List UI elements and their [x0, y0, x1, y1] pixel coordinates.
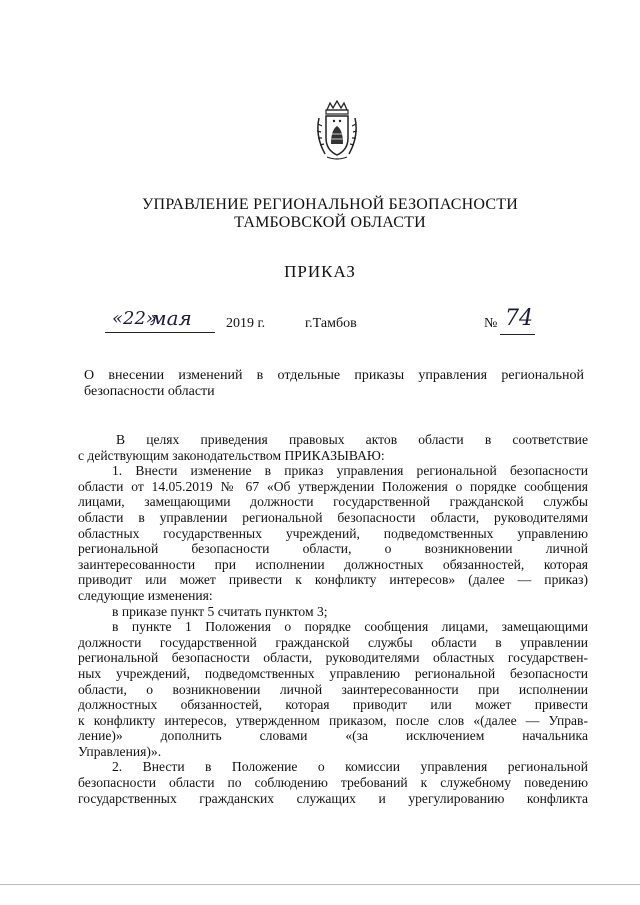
- date-month: мая: [150, 306, 192, 330]
- body-line: региональной безопасности области, руководителями областных государствен-: [78, 650, 588, 666]
- date-day: «22»: [112, 308, 157, 329]
- body-line: ление)» дополнить словами «(за исключением начальника: [78, 728, 588, 744]
- coat-of-arms-emblem: [313, 100, 361, 162]
- body-line: области от 14.05.2019 № 67 «Об утверждении Положения о порядке сообщения: [78, 478, 588, 494]
- document-subject: О внесении изменений в отдельные приказы управления региональной безопасности области: [84, 368, 584, 399]
- page-bottom-edge: [0, 884, 640, 885]
- organization-name-line2: ТАМБОВСКОЙ ОБЛАСТИ: [234, 214, 426, 231]
- number-underline: [500, 334, 535, 335]
- date-year: 2019 г.: [226, 316, 266, 331]
- body-line: приводит или может привести к конфликту интересов» (далее — приказ): [78, 572, 588, 588]
- body-line: 2. Внести в Положение о комиссии управления региональной: [112, 759, 588, 775]
- body-line: области, о возникновении личной заинтересованности при исполнении: [78, 681, 588, 697]
- document-title: ПРИКАЗ: [284, 262, 356, 281]
- body-line: к конфликту интересов, утвержденном приказом, после слов «(далее — Управ-: [78, 712, 588, 728]
- body-line: Управления)».: [78, 743, 162, 759]
- document-number: 74: [505, 306, 533, 331]
- body-line: области в управлении региональной безопасности области, руководителями: [78, 509, 588, 525]
- number-label: №: [484, 316, 498, 331]
- body-line: следующие изменения:: [78, 587, 213, 603]
- body-line: лицами, замещающими должности государственной гражданской службы: [78, 494, 588, 510]
- body-line: государственных гражданских служащих и урегулированию конфликта: [78, 790, 588, 806]
- body-line: в приказе пункт 5 считать пунктом 3;: [112, 603, 328, 619]
- body-line: ных учреждений, подведомственных управлению региональной безопасности: [78, 665, 588, 681]
- body-line: заинтересованности при исполнении должностных обязанностей, которая: [78, 556, 588, 572]
- document-body: [78, 432, 588, 806]
- body-line: В целях приведения правовых актов области в соответствие: [116, 432, 588, 447]
- body-line: в пункте 1 Положения о порядке сообщения лицами, замещающими: [112, 619, 588, 635]
- body-line: региональной безопасности области, о возникновении личной: [78, 541, 588, 557]
- body-line: должностных обязанностей, которая приводит или может привести: [78, 697, 588, 713]
- document-meta-row: [0, 306, 640, 342]
- organization-name-line1: УПРАВЛЕНИЕ РЕГИОНАЛЬНОЙ БЕЗОПАСНОСТИ: [142, 196, 518, 213]
- body-line: с действующим законодательством ПРИКАЗЫВАЮ:: [78, 447, 385, 463]
- body-line: безопасности области по соблюдению требований к служебному поведению: [78, 775, 588, 791]
- body-line: областных государственных учреждений, подведомственных управлению: [78, 525, 588, 541]
- city: г.Тамбов: [305, 316, 357, 331]
- body-line: 1. Внести изменение в приказ управления региональной безопасности: [112, 463, 588, 479]
- body-line: должности государственной гражданской службы области в управлении: [78, 634, 588, 650]
- date-underline: [105, 332, 215, 333]
